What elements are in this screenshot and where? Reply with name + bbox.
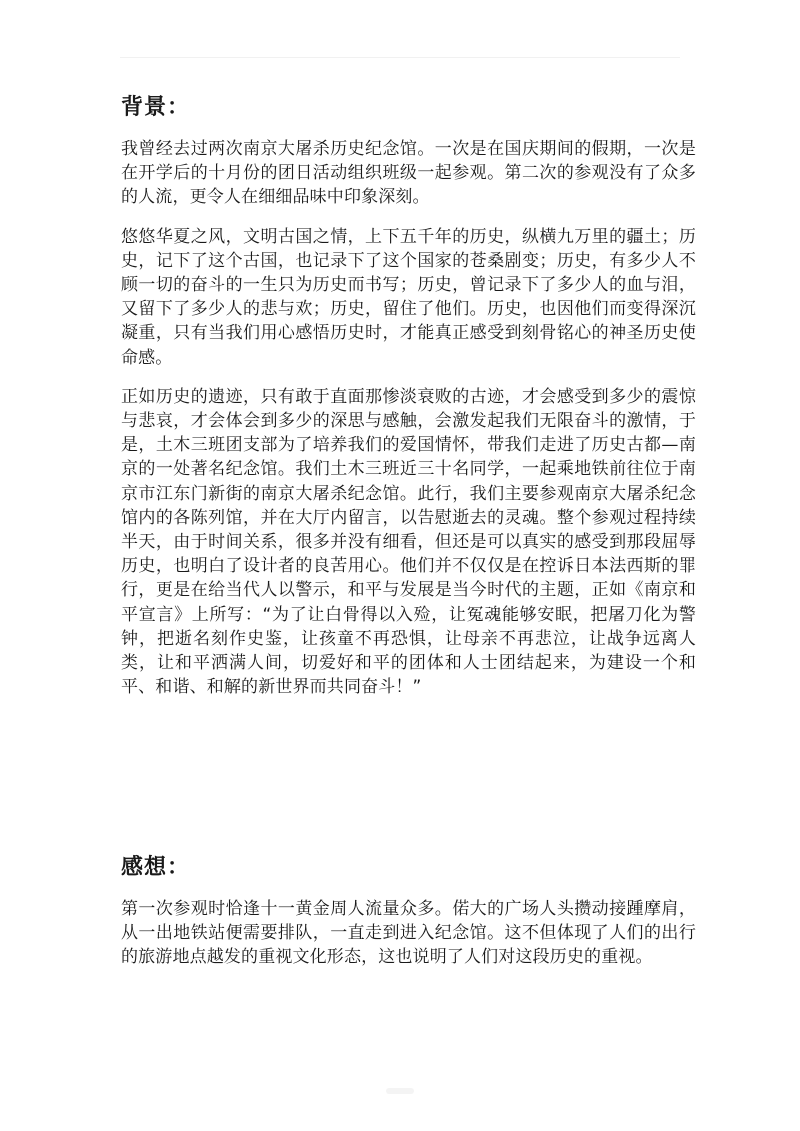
page-footer-mark bbox=[386, 1088, 414, 1094]
background-paragraph-1: 我曾经去过两次南京大屠杀历史纪念馆。一次是在国庆期间的假期，一次是在开学后的十月份的团日活动组织班级一起参观。第二次的参观没有了众多的人流，更令人在细细品味中印象深刻。 bbox=[121, 139, 696, 208]
thoughts-heading: 感想： bbox=[121, 855, 191, 880]
background-section bbox=[121, 93, 696, 714]
background-paragraph-2: 悠悠华夏之风，文明古国之情，上下五千年的历史，纵横九万里的疆土；历史，记下了这个古国，也记录下了这个国家的苍桑剧变；历史，有多少人不顾一切的奋斗的一生只为历史而书写；历史，曾记录下了多少人的血与泪，又留下了多少人的悲与欢；历史，留住了他们。历史，也因他们而变得深沉凝重，只有当我们用心感悟历史时，才能真正感受到刻骨铭心的神圣历史使命感。 bbox=[121, 226, 696, 368]
thoughts-section bbox=[121, 853, 696, 985]
thoughts-paragraph-1: 第一次参观时恰逢十一黄金周人流量众多。偌大的广场人头攒动接踵摩肩，从一出地铁站便需要排队，一直走到进入纪念馆。这不但体现了人们的出行的旅游地点越发的重视文化形态，这也说明了人们对这段历史的重视。 bbox=[121, 899, 696, 968]
background-heading: 背景： bbox=[121, 95, 191, 120]
top-divider bbox=[120, 57, 680, 58]
background-paragraph-3: 正如历史的遗迹，只有敢于直面那惨淡衰败的古迹，才会感受到多少的震惊与悲哀，才会体会到多少的深思与感触，会激发起我们无限奋斗的激情，于是，土木三班团支部为了培养我们的爱国情怀，带我们走进了历史古都—南京的一处著名纪念馆。我们土木三班近三十名同学，一起乘地铁前往位于南京市江东门新街的南京大屠杀纪念馆。此行，我们主要参观南京大屠杀纪念馆内的各陈列馆，并在大厅内留言，以告慰逝去的灵魂。整个参观过程持续半天，由于时间关系，很多并没有细看，但还是可以真实的感受到那段屈辱历史，也明白了设计者的良苦用心。他们并不仅仅是在控诉日本法西斯的罪行，更是在给当代人以警示，和平与发展是当今时代的主题，正如《南京和平宣言》上所写：“为了让白骨得以入殓，让冤魂能够安眠，把屠刀化为警钟，把逝名刻作史鉴，让孩童不再恐惧，让母亲不再悲泣，让战争远离人类，让和平洒满人间，切爱好和平的团体和人士团结起来，为建设一个和平、和谐、和解的新世界而共同奋斗！” bbox=[121, 386, 696, 698]
